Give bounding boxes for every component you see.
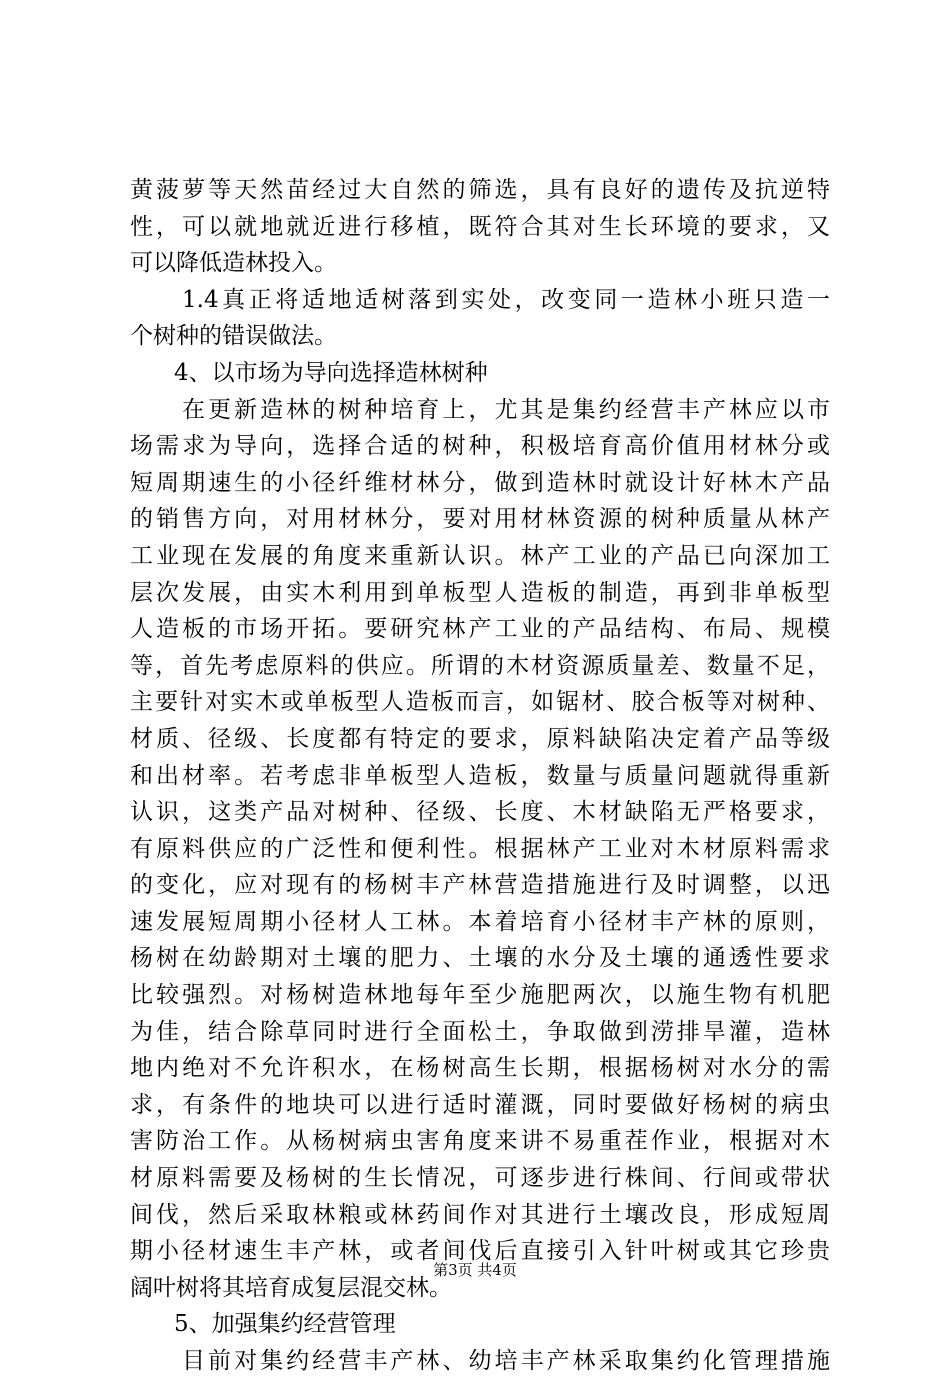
body-text-line: 短周期速生的小径纤维材林分，做到造林时就设计好林木产品 [130,469,830,496]
body-text-line: 工业现在发展的角度来重新认识。林产工业的产品已向深加工 [130,542,830,569]
body-text-line: 比较强烈。对杨树造林地每年至少施肥两次，以施生物有机肥 [130,982,830,1009]
body-text-line: 认识，这类产品对树种、径级、长度、木材缺陷无严格要求， [130,799,830,826]
body-text-line: 期小径材速生丰产林，或者间伐后直接引入针叶树或其它珍贵 [130,1238,830,1265]
body-text-line: 材质、径级、长度都有特定的要求，原料缺陷决定着产品等级 [130,725,830,752]
body-text-line: 材原料需要及杨树的生长情况，可逐步进行株间、行间或带状 [130,1165,830,1192]
body-text-line: 地内绝对不允许积水，在杨树高生长期，根据杨树对水分的需 [130,1055,830,1082]
section-heading-line: 5、加强集约经营管理 [174,1311,396,1338]
body-text-line: 可以降低造林投入。 [130,250,337,277]
body-text-line: 目前对集约经营丰产林、幼培丰产林采取集约化管理措施 [182,1348,830,1374]
section-heading-line: 4、以市场为导向选择造林树种 [174,359,488,386]
body-text-line: 和出材率。若考虑非单板型人造板，数量与质量问题就得重新 [130,762,830,789]
body-text-line: 在更新造林的树种培育上，尤其是集约经营丰产林应以市 [182,396,830,423]
body-text-line: 人造板的市场开拓。要研究林产工业的产品结构、布局、规模 [130,616,830,643]
body-text-line: 层次发展，由实木利用到单板型人造板的制造，再到非单板型 [130,579,830,606]
body-text-line: 等，首先考虑原料的供应。所谓的木材资源质量差、数量不足， [130,652,830,679]
body-text-line: 黄菠萝等天然苗经过大自然的筛选，具有良好的遗传及抗逆特 [130,177,830,203]
body-text-line: 杨树在幼龄期对土壤的肥力、土壤的水分及土壤的通透性要求 [130,945,830,972]
page-footer: 第3页 共4页 [433,1261,517,1279]
body-text-line: 性，可以就地就近进行移植，既符合其对生长环境的要求，又 [130,213,830,240]
body-text-line: 有原料供应的广泛性和便利性。根据林产工业对木材原料需求 [130,835,830,862]
body-text-line: 速发展短周期小径材人工林。本着培育小径材丰产林的原则， [130,908,830,935]
body-text-line: 求，有条件的地块可以进行适时灌溉，同时要做好杨树的病虫 [130,1091,830,1118]
body-text-line: 主要针对实木或单板型人造板而言，如锯材、胶合板等对树种、 [130,689,830,716]
body-text-line: 阔叶树将其培育成复层混交林。 [130,1274,452,1301]
body-text-line: 的变化，应对现有的杨树丰产林营造措施进行及时调整，以迅 [130,872,830,899]
body-text-line: 的销售方向，对用材林分，要对用材林资源的树种质量从林产 [130,506,830,533]
body-text-line: 个树种的错误做法。 [130,323,337,350]
body-text-line: 害防治工作。从杨树病虫害角度来讲不易重茬作业，根据对木 [130,1128,830,1155]
body-text-line: 场需求为导向，选择合适的树种，积极培育高价值用材林分或 [130,433,830,460]
body-text-line: 间伐，然后采取林粮或林药间作对其进行土壤改良，形成短周 [130,1201,830,1228]
body-text-line: 1.4真正将适地适树落到实处，改变同一造林小班只造一 [182,286,830,313]
document-body [130,172,830,1380]
body-text-line: 为佳，结合除草同时进行全面松土，争取做到涝排旱灌，造林 [130,1018,830,1045]
